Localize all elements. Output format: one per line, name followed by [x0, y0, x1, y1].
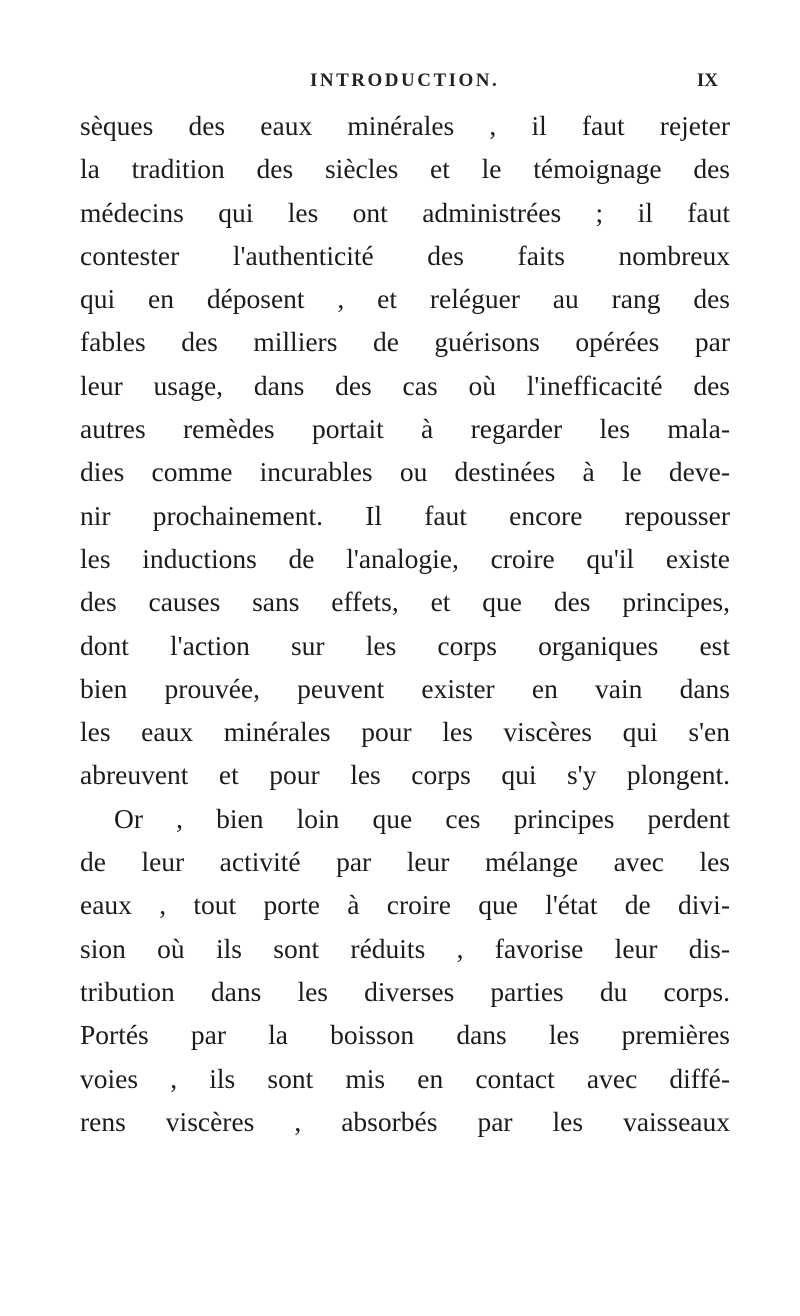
text-line: médecins qui les ont administrées ; il faut: [80, 196, 730, 228]
text-line: fables des milliers de guérisons opérées par: [80, 326, 730, 358]
text-line: contester l'authenticité des faits nombreux: [80, 239, 730, 271]
text-line: de leur activité par leur mélange avec les: [80, 846, 730, 878]
text-line: eaux , tout porte à croire que l'état de divi-: [80, 889, 730, 921]
text-line: voies , ils sont mis en contact avec diffé-: [80, 1062, 730, 1094]
page-number: IX: [696, 70, 718, 91]
text-line: la tradition des siècles et le témoignage des: [80, 153, 730, 185]
text-line: Or , bien loin que ces principes perdent: [114, 802, 730, 834]
text-line: sèques des eaux minérales , il faut rejeter: [80, 110, 730, 141]
running-head: [80, 70, 730, 100]
body-text: [80, 104, 730, 1143]
running-title: INTRODUCTION.: [310, 70, 500, 91]
text-line: abreuvent et pour les corps qui s'y plongent.: [80, 759, 730, 791]
text-line: les inductions de l'analogie, croire qu'il existe: [80, 542, 730, 574]
text-line: Portés par la boisson dans les premières: [80, 1019, 730, 1051]
text-line: sion où ils sont réduits , favorise leur dis-: [80, 932, 730, 964]
text-line: les eaux minérales pour les viscères qui s'en: [80, 716, 730, 748]
text-line: bien prouvée, peuvent exister en vain dans: [80, 672, 730, 704]
text-line: tribution dans les diverses parties du corps.: [80, 975, 730, 1007]
text-line: leur usage, dans des cas où l'inefficacité des: [80, 369, 730, 401]
text-line: dont l'action sur les corps organiques est: [80, 629, 730, 661]
text-line: des causes sans effets, et que des principes,: [80, 586, 730, 618]
text-line: rens viscères , absorbés par les vaisseaux: [80, 1105, 730, 1137]
text-line: qui en déposent , et reléguer au rang des: [80, 283, 730, 315]
text-line: dies comme incurables ou destinées à le deve-: [80, 456, 730, 488]
text-line: nir prochainement. Il faut encore repousser: [80, 499, 730, 531]
text-line: autres remèdes portait à regarder les mala-: [80, 413, 730, 445]
